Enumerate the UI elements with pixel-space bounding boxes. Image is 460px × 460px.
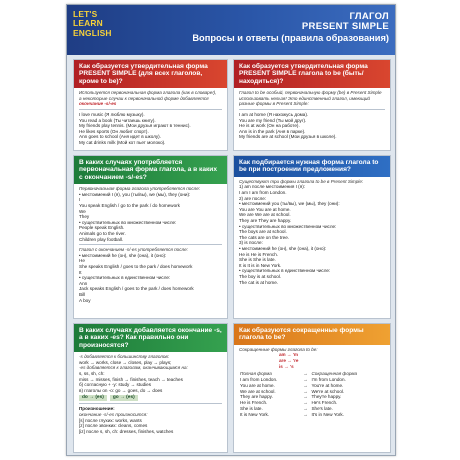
header-titles	[192, 12, 389, 44]
table-header-row: Полная форма → Сокращенная форма	[239, 371, 385, 377]
panel-title: В каких случаях добавляется окончание -s, а в каких -es? Как правильно они произносятся?	[74, 324, 227, 352]
table-row: We are at school. → We're at school.	[240, 388, 345, 394]
title-verb: ГЛАГОЛ	[349, 11, 389, 22]
badge-go-goes: go → (es)	[110, 395, 138, 401]
panel-body: Существуют три формы глагола to be в Present Simple: 1) am после местоимения I (я): I am I am from London. 2) are после: • местоимений you (ты/вы), we (мы), they (они): You are You are at home. We are We are at school. They are They are happy. • существительных во множественном числе: The boys are at school. The cats are on the tree. 3) is после: • местоимений he (он), she (она), it (оно): He is He is French. She is She is late. It is It is in New York. • существительных в единственном числе: The boy is at school. The cat is at home.	[239, 178, 364, 285]
table-row: They are happy. → They're happy.	[240, 394, 342, 400]
panel-s-es-pronunciation	[73, 323, 228, 453]
table-row: He is French. → He's French.	[240, 400, 338, 406]
panel-body: Первоначальная форма глагола употребляется после: • местоимений I (я), you (ты/вы), we (мы), they (они): I You speak English / go to the park / do homework We They • существительных во множественном числе: People speak English. Animals go to the river. Children play football. Глагол с окончанием -s/-es употребляется после: • местоимений he (он), she (она), it (оно): He She speaks English / goes to the park / does homework It • существительных в единственном числе: Ann Jack speaks English / goes to the park / does homework Bill A boy	[74, 184, 227, 305]
table-row: She is late. → She's late.	[240, 405, 333, 411]
panel-title: В каких случаях употребляется первоначальная форма глагола, а в каких с окончанием -s/-es?	[74, 156, 227, 184]
table-row: I am from London. → I'm from London.	[240, 376, 346, 382]
panel-to-be-forms	[233, 155, 391, 319]
table-row: It is New York. → It's in New York.	[240, 411, 345, 417]
panel-affirmative-to-be	[233, 59, 391, 151]
title-subtitle: Вопросы и ответы (правила образования)	[192, 33, 389, 43]
panel-s-es-usage	[73, 155, 228, 319]
logo: LET'S LEARN ENGLISH	[73, 9, 112, 38]
panel-body: -s добавляется к большинству глаголов: work → works, close → closes, play → plays; -es добавляется к глаголам, оканчивающимся на: s, ss, sh, ch: miss → misses, finish → finishes, teach → teaches б) согласную + -y: study → studies в) глаголы on -o: go → goes, do → does do → (es) go → (es) Произношение: окончание -s/-es произносится: [s] после глухих: works, wants [z] после звонких: cleans, comes [iz] после s, sh, ch: dresses, finishes, watches	[74, 352, 227, 436]
panel-body: Используется первоначальная форма глагола (как в словаре!), а некоторые случаи к первоначальной форме добавляется окончание -s/-es I love music (Я люблю музыку). You read a book (Ты читаешь книгу). My friends play tennis. (Мои друзья играют в теннис). He likes sports (Он любит спорт). Ann goes to school (Аня идет в школу). My cat drinks milk (Мой кот пьет молоко).	[74, 88, 227, 147]
col-full: Полная форма	[240, 371, 272, 377]
poster-header	[67, 5, 396, 55]
short-forms-table	[239, 371, 385, 417]
panel-title: Как образуется утвердительная форма PRESENT SIMPLE глагола to be (быть/находиться)?	[234, 60, 390, 88]
badge-do-does: do → (es)	[79, 395, 107, 401]
col-short: Сокращенная форма	[311, 371, 358, 377]
panel-short-forms	[233, 323, 391, 453]
panel-title: Как подбирается нужная форма глагола to be при построении предложения?	[234, 156, 390, 177]
panel-body: Глагол to be особый, первоначальную форму (be) в Present Simple использовать нельзя! Это единственный глагол, имеющий разные формы в Present Simple: I am at home (Я нахожусь дома). You are my friend (Ты мой друг). He is at work (Он на работе). Ann is in the park (Аня в парке). My friends are at school (Мои друзья в школе).	[234, 88, 390, 142]
badges-row	[79, 395, 222, 401]
title-tense: PRESENT SIMPLE	[301, 21, 389, 32]
panel-affirmative-general	[73, 59, 228, 151]
table-row: You are at home. → You're at home.	[240, 382, 344, 388]
panel-body: Сокращенные формы глагола to be: am → 'm are → 're is → 's Полная форма → Сокращенная форма I am from London. → I'm from London. You are at home. → You're at home. We are at school. → We're at school. They are happy. → They're happy. He is French. → He's French. She is late. → She's late. It is New York. → It's in New York.	[234, 345, 390, 420]
panel-title: Как образуется утвердительная форма PRESENT SIMPLE (для всех глаголов, кроме to be)?	[74, 60, 227, 88]
poster	[66, 4, 396, 456]
panel-title: Как образуются сокращенные формы глагола to be?	[234, 324, 390, 345]
